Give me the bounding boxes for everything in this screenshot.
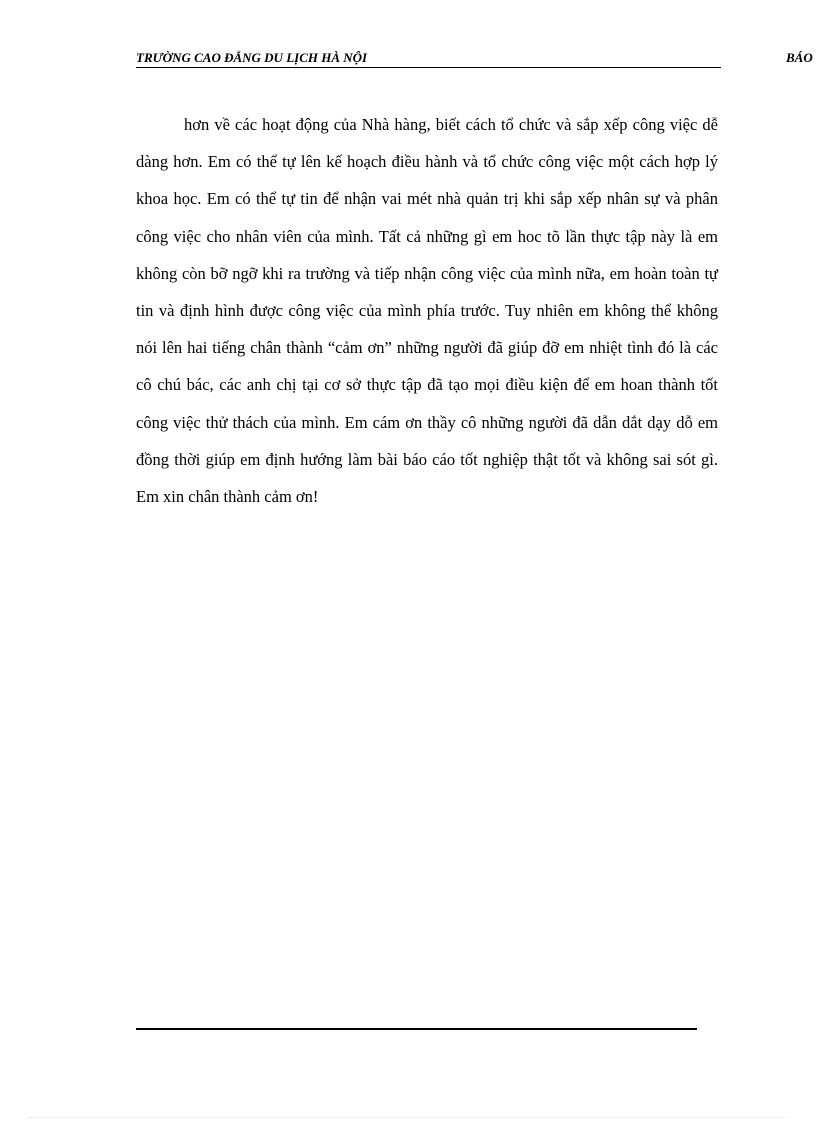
header-divider bbox=[136, 67, 721, 68]
page-bottom-border bbox=[28, 1117, 788, 1118]
body-paragraph: hơn về các hoạt động của Nhà hàng, biết cách tổ chức và sắp xếp công việc dễ dàng hơn. Em có thể tự lên kế hoạch điều hành và tổ chức công việc một cách hợp lý khoa học. Em có thể tự tin để nhận vai mét nhà quản trị khi sắp xếp nhân sự và phân công việc cho nhân viên của mình. Tất cả những gì em hoc tõ lần thực tập này là em không còn bỡ ngỡ khi ra trường và tiếp nhận công việc của mình nữa, em hoàn toàn tự tin và định hình được công việc của mình phía trước. Tuy nhiên em không thể không nói lên hai tiếng chân thành “cảm ơn” những người đã giúp đỡ em nhiệt tình đó là các cô chú bác, các anh chị tại cơ sở thực tập đã tạo mọi điều kiện để em hoan thành tốt công việc thử thách của mình. Em cám ơn thầy cô những người đã dẫn dắt dạy dỗ em đồng thời giúp em định hướng làm bài báo cáo tốt nghiệp thật tốt và không sai sót gì. Em xin chân thành cảm ơn! bbox=[136, 115, 718, 507]
header-report-title: BÁO bbox=[786, 50, 813, 65]
footer-divider bbox=[136, 1028, 697, 1030]
header-school-name: TRƯỜNG CAO ĐẲNG DU LỊCH HÀ NỘI bbox=[136, 50, 368, 65]
